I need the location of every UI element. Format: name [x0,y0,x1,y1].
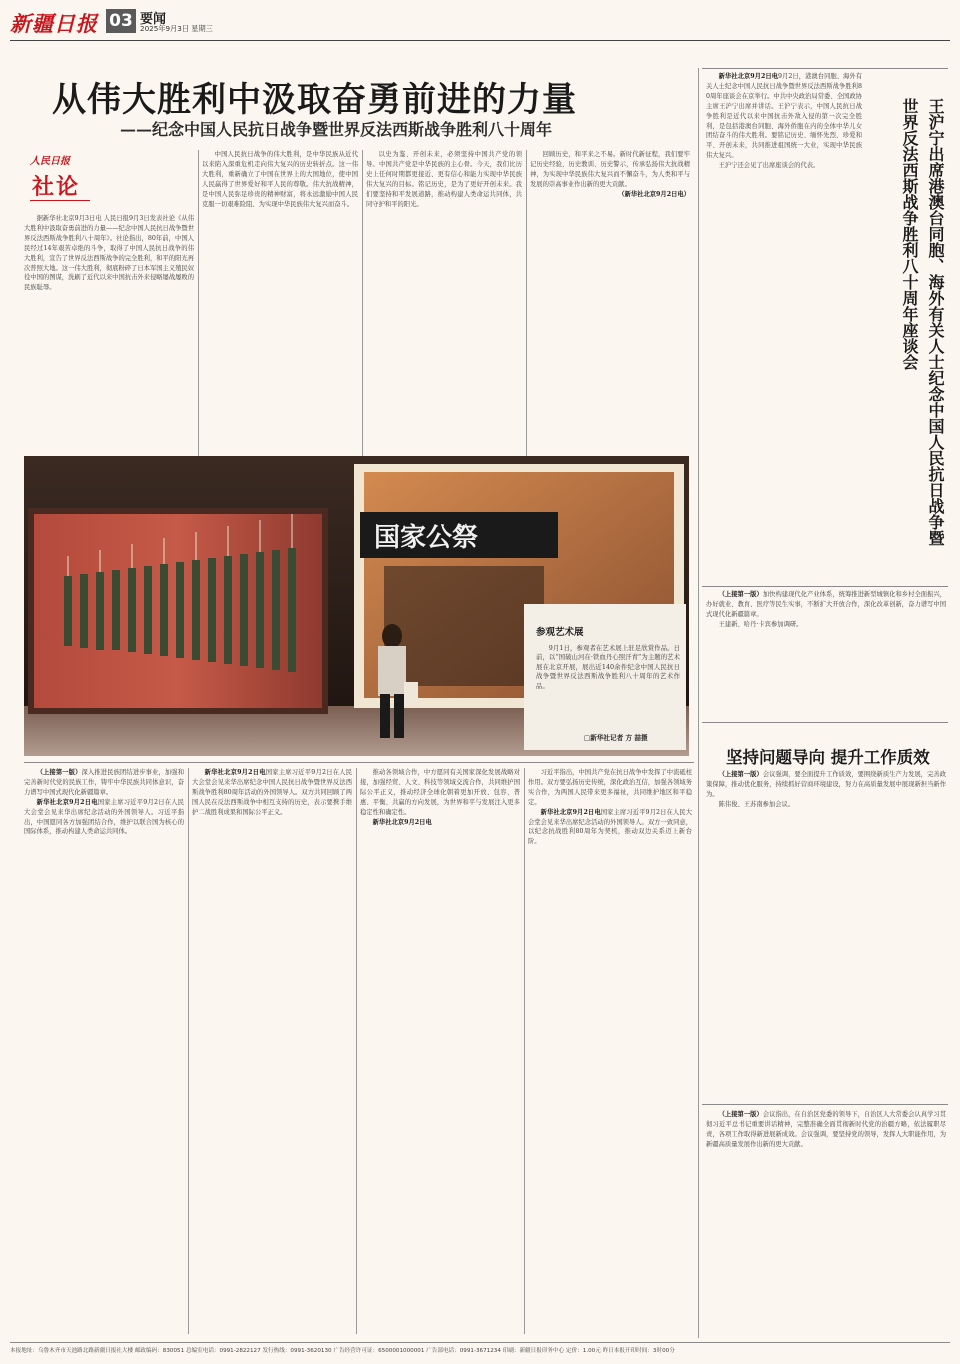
lead-col1-text: 据新华社北京9月3日电 人民日报9月3日发表社论《从伟大胜利中汲取奋勇前进的力量——纪念中国人民抗日战争暨世界反法西斯战争胜利八十周年》。社论指出，80年前，中国人民经过14年艰苦卓绝的斗争，取得了中国人民抗日战争的伟大胜利，宣告了世界反法西斯战争的完全胜利，和平的阳光再次普照大地。这一伟大胜利，彻底粉碎了日本军国主义殖民奴役中国的图谋，洗刷了近代以来中国抗击外来侵略屡战屡败的民族耻辱。 [24,215,194,292]
badge-people-daily: 人民日报 [30,156,70,167]
section-name: 要闻 [140,12,167,27]
bottom-col-a [24,768,184,1334]
mid-body-2: 会议指出，在自治区党委的领导下，自治区人大常委会认真学习贯彻习近平总书记重要讲话精神，完整准确全面贯彻新时代党的治疆方略，依法履职尽责，各项工作取得新进展新成效。会议强调，要坚持党的领导，发挥人大职能作用，为新疆高质量发展作出新的更大贡献。 [706,1111,946,1148]
lead-col3-text: 以史为鉴、开创未来，必须坚持中国共产党的领导。中国共产党是中华民族的主心骨。今天，我们比历史上任何时期都更接近、更有信心和能力实现中华民族伟大复兴的目标。铭记历史，是为了更好开创未来。我们要坚持和平发展道路，推动构建人类命运共同体，共同守护和平的阳光。 [366,151,522,208]
photo-caption [524,604,686,750]
mid-end: 陈伟俊、王苏南参加会议。 [718,800,795,808]
lead-column-2 [202,150,358,500]
right-cont-label: （上接第一版） [718,591,763,598]
right-body-end: 王沪宁还会见了出席座谈会的代表。 [718,162,820,170]
bottom-top-rule [24,762,694,763]
footer-info: 本报地址：乌鲁木齐市天池路北路新疆日报社大楼 邮政编码：830051 总编室电话：0991-2822127 发行热线：0991-3620130 广告经营许可证：6500001000001 广告部电话：0991-3671234 印刷：新疆日报印务中心 定价：1.00元 昨日本报开印时间：3时00分 [10,1348,675,1354]
col-d-body-2: 国家主席习近平9月2日在人民大会堂会见来华出席纪念活动的外国领导人。双方一致同意，以纪念抗战胜利80周年为契机，推动双边关系迈上新台阶。 [528,808,692,846]
badge-underline [30,200,90,201]
masthead-rule [10,40,950,41]
lead-col4-text: 回顾历史，和平来之不易。新时代新征程，我们要牢记历史经验、历史教训、历史警示，传承弘扬伟大抗战精神，为实现中华民族伟大复兴而不懈奋斗，为人类和平与发展的崇高事业作出新的更大贡献。 [530,151,690,188]
col-a-body: 深入推进民族团结进步事业，加强和完善新时代党的民族工作，铸牢中华民族共同体意识，奋力谱写中国式现代化新疆篇章。 [24,769,184,796]
lead-column-3 [366,150,522,454]
col-divider [362,150,363,456]
col-c-body: 推动各领域合作，中方愿同有关国家深化发展战略对接，加强经贸、人文、科技等领域交流合作，共同维护国际公平正义，推动经济全球化朝着更加开放、包容、普惠、平衡、共赢的方向发展，为世界和平与发展注入更多稳定性和确定性。 [360,769,520,816]
mid-piece-body-2 [706,1110,946,1334]
right-column-divider [698,68,699,1338]
col-b-body: 国家主席习近平9月2日在人民大会堂会见来华出席纪念中国人民抗日战争暨世界反法西斯战争胜利80周年活动的外国领导人。双方共同回顾了两国人民在反法西斯战争中相互支持的历史，表示要携手维护二战胜利成果和国际公平正义。 [192,769,352,816]
col-d-body: 习近平指出，中国共产党在抗日战争中发挥了中流砥柱作用。双方要弘扬历史传统，深化政治互信，加强各领域务实合作，为两国人民带来更多福祉，共同维护地区和平稳定。 [528,769,692,806]
caption-body: 9月1日，参观者在艺术展上驻足欣赏作品。日前，以“国破山河在·铁血丹心照汗青”为主题的艺术展在北京开展，展出近140余件纪念中国人民抗日战争暨世界反法西斯战争胜利八十周年的艺术作品。 [536,644,680,690]
col-b-dateline: 新华社北京9月2日电 [204,769,266,776]
right-body: 9月2日，港澳台同胞、海外有关人士纪念中国人民抗日战争暨世界反法西斯战争胜利80周年座谈会在京举行。中共中央政治局常委、全国政协主席王沪宁出席并讲话。王沪宁表示，中国人民抗日战争胜利是近代以来中国抗击外敌入侵的第一次完全胜利，是包括港澳台同胞、海外侨胞在内的全体中华儿女团结奋斗的伟大胜利。要铭记历史、缅怀先烈、珍爱和平、开创未来，共同推进祖国统一大业，实现中华民族伟大复兴。 [706,73,862,160]
col-divider [188,768,189,1334]
masthead [10,8,950,44]
right-continuation [706,590,946,716]
mid-cont-label: （上接第一版） [718,771,763,778]
col-divider [198,150,199,502]
caption-text [536,644,680,730]
bottom-col-d [528,768,692,1334]
editorial-badge [24,150,98,214]
right-feature-title: 王沪宁出席港澳台同胞、海外有关人士纪念中国人民抗日战争暨世界反法西斯战争胜利八十周年座谈会 [900,98,945,546]
right-mid-rule [702,586,948,587]
bottom-col-b [192,768,352,1334]
col-c-dateline: 新华社北京9月2日电 [372,818,432,826]
right-feature-body [706,72,862,568]
right-dateline: 新华社北京9月2日电 [718,73,779,80]
col-divider [526,150,527,456]
photo-credit: □新华社记者 方 喆摄 [584,734,648,742]
footer-rule [10,1342,950,1343]
right-cont-body: 加快构建现代化产业体系，统筹推进新型城镇化和乡村全面振兴，办好就业、教育、医疗等民生实事，不断扩大开放合作，深化改革创新，奋力谱写中国式现代化新疆篇章。 [706,591,946,618]
lead-col4-dateline: （新华社北京9月2日电） [618,190,690,198]
col-a-label: （上接第一版） [36,769,82,776]
mid-piece-title: 坚持问题导向 提升工作质效 [726,748,930,767]
col-divider [356,768,357,1334]
right-low-rule [702,722,948,723]
issue-date: 2025年9月3日 星期三 [140,24,213,33]
right-top-rule [702,68,948,69]
col-a-body-2: 国家主席习近平9月2日在人民大会堂会见来华出席纪念活动的外国领导人。习近平指出，中国愿同各方加强团结合作，维护以联合国为核心的国际体系，推动构建人类命运共同体。 [24,798,184,836]
lead-column-4 [530,150,690,454]
page-number: 03 [106,9,136,33]
col-divider [524,768,525,1334]
bottom-col-c [360,768,520,1334]
lead-col2-text: 中国人民抗日战争的伟大胜利，是中华民族从近代以来陷入深重危机走向伟大复兴的历史转折点。这一伟大胜利，重新确立了中国在世界上的大国地位，使中国人民赢得了世界爱好和平人民的尊敬。伟大抗战精神，是中国人民弥足珍贵的精神财富，将永远激励中国人民克服一切艰难险阻、为实现中华民族伟大复兴而奋斗。 [202,151,358,208]
right-cont-end: 王建新、哈丹·卡宾参加调研。 [718,620,803,628]
caption-title: 参观艺术展 [536,627,584,638]
newspaper-logo: 新疆日报 [10,11,98,36]
col-a-dateline: 新华社北京9月2日电 [36,798,98,806]
mid-body: 会议强调，要全面提升工作质效，要围绕新质生产力发展，完善政策保障，推动优化服务，持续抓好营商环境建设，努力在高质量发展中展现新担当新作为。 [706,771,946,798]
mid-low-rule [702,1104,948,1105]
mid-piece-body [706,770,946,1098]
board-text: 国家公祭 [374,523,479,553]
badge-editorial: 社论 [32,174,81,200]
col-d-dateline: 新华社北京9月2日电 [540,808,601,816]
lead-subtitle: ——纪念中国人民抗日战争暨世界反法西斯战争胜利八十周年 [120,120,553,139]
mid-cont-label-2: （上接第一版） [718,1111,763,1118]
lead-title: 从伟大胜利中汲取奋勇前进的力量 [52,80,577,120]
